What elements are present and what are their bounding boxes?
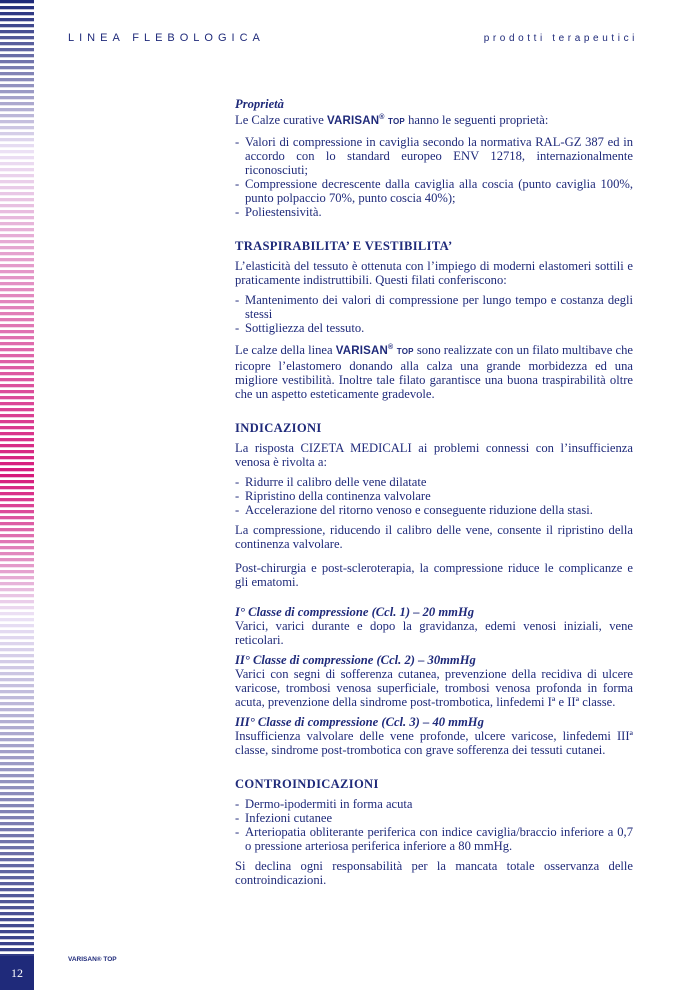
stripe (0, 642, 34, 645)
stripe (0, 942, 34, 945)
disclaimer: Si declina ogni responsabilità per la mancata totale osservanza delle controindicazioni. (235, 858, 633, 887)
stripe (0, 360, 34, 363)
list-item: - Compressione decrescente dalla caviglia alla coscia (punto caviglia 100%, punto polpaccio 70%, punto coscia 40%); (235, 177, 633, 205)
stripe (0, 414, 34, 417)
stripe (0, 504, 34, 507)
stripe (0, 546, 34, 549)
list-item: - Poliestensività. (235, 205, 633, 219)
stripe (0, 570, 34, 573)
stripe (0, 132, 34, 135)
stripe (0, 510, 34, 513)
footer-brand-mark: VARISAN® TOP (68, 956, 117, 963)
stripe (0, 438, 34, 441)
stripe (0, 480, 34, 483)
stripe (0, 138, 34, 141)
stripe (0, 366, 34, 369)
stripe (0, 684, 34, 687)
stripe (0, 108, 34, 111)
stripe (0, 936, 34, 939)
stripe (0, 300, 34, 303)
stripe (0, 174, 34, 177)
stripe (0, 72, 34, 75)
stripe (0, 534, 34, 537)
stripe (0, 402, 34, 405)
page-number: 12 (0, 956, 34, 990)
stripe (0, 36, 34, 39)
stripe (0, 12, 34, 15)
list-item: - Ripristino della continenza valvolare (235, 489, 633, 503)
stripe (0, 726, 34, 729)
stripe (0, 126, 34, 129)
stripe (0, 702, 34, 705)
stripe (0, 252, 34, 255)
stripe (0, 516, 34, 519)
stripe (0, 756, 34, 759)
stripe (0, 198, 34, 201)
stripe (0, 822, 34, 825)
stripe (0, 648, 34, 651)
proprieta-intro: Le Calze curative VARISAN® TOP hanno le seguenti proprietà: (235, 112, 549, 127)
stripe (0, 426, 34, 429)
stripe (0, 324, 34, 327)
header-section-title: LINEA FLEBOLOGICA (68, 32, 265, 44)
stripe (0, 486, 34, 489)
stripe (0, 780, 34, 783)
stripe (0, 18, 34, 21)
stripe (0, 582, 34, 585)
stripe (0, 858, 34, 861)
brand-mark: VARISAN® TOP (335, 343, 414, 357)
stripe (0, 924, 34, 927)
stripe (0, 0, 34, 3)
stripe (0, 492, 34, 495)
list-item: - Dermo-ipodermiti in forma acuta (235, 797, 633, 811)
stripe (0, 696, 34, 699)
stripe (0, 816, 34, 819)
stripe (0, 306, 34, 309)
stripe (0, 894, 34, 897)
stripe (0, 456, 34, 459)
list-item: - Ridurre il calibro delle vene dilatate (235, 475, 633, 489)
stripe (0, 564, 34, 567)
stripe (0, 576, 34, 579)
stripe (0, 720, 34, 723)
stripe (0, 354, 34, 357)
stripe (0, 774, 34, 777)
stripe (0, 876, 34, 879)
decorative-stripes (0, 0, 34, 990)
stripe (0, 468, 34, 471)
stripe (0, 804, 34, 807)
stripe (0, 156, 34, 159)
stripe (0, 336, 34, 339)
stripe (0, 654, 34, 657)
stripe (0, 318, 34, 321)
stripe (0, 882, 34, 885)
stripe (0, 168, 34, 171)
stripe (0, 930, 34, 933)
stripe (0, 420, 34, 423)
stripe (0, 840, 34, 843)
stripe (0, 282, 34, 285)
stripe (0, 762, 34, 765)
stripe (0, 948, 34, 951)
traspirabilita-paragraph: Le calze della linea VARISAN® TOP sono realizzate con un filato multibave che ricopre l’elastomero donando alla calza una grande morbidezza ed una migliore vestibilità. Inoltre tale filato garantisce una buona traspirabilità oltre che un aspetto esteticamente gradevole. (235, 342, 633, 401)
stripe (0, 48, 34, 51)
stripe (0, 912, 34, 915)
main-content (235, 97, 633, 887)
stripe (0, 558, 34, 561)
section-title-proprieta: Proprietà (235, 97, 284, 111)
class-1-title: I° Classe di compressione (Ccl. 1) – 20 mmHg (235, 604, 475, 619)
stripe (0, 474, 34, 477)
stripe (0, 78, 34, 81)
stripe (0, 522, 34, 525)
stripe (0, 96, 34, 99)
controindicazioni-list (235, 797, 633, 853)
stripe (0, 810, 34, 813)
stripe (0, 216, 34, 219)
indicazioni-paragraph-1: La compressione, riducendo il calibro delle vene, consente il ripristino della continenza valvolare. (235, 522, 633, 551)
stripe (0, 222, 34, 225)
stripe (0, 210, 34, 213)
stripe (0, 84, 34, 87)
class-2-text: Varici con segni di sofferenza cutanea, prevenzione della recidiva di ulcere varicose, trombosi venosa superficiale, trombosi venosa profonda in forma acuta, prevenzione della sindrome post-trombotica, linfedemi Iª e IIª classe. (235, 666, 633, 709)
stripe (0, 150, 34, 153)
stripe (0, 540, 34, 543)
stripe (0, 528, 34, 531)
stripe (0, 828, 34, 831)
stripe (0, 42, 34, 45)
stripe (0, 228, 34, 231)
stripe (0, 714, 34, 717)
stripe (0, 888, 34, 891)
list-item: - Arteriopatia obliterante periferica con indice caviglia/braccio inferiore a 0,7 o pressione arteriosa periferica inferiore a 80 mmHg. (235, 825, 633, 853)
stripe (0, 798, 34, 801)
class-3-title: III° Classe di compressione (Ccl. 3) – 40 mmHg (235, 714, 484, 729)
stripe (0, 444, 34, 447)
stripe (0, 846, 34, 849)
stripe (0, 918, 34, 921)
stripe (0, 906, 34, 909)
stripe (0, 612, 34, 615)
stripe (0, 408, 34, 411)
stripe (0, 792, 34, 795)
stripe (0, 864, 34, 867)
traspirabilita-intro: L’elasticità del tessuto è ottenuta con l’impiego di moderni elastomeri sottili e praticamente indistruttibili. Questi filati conferiscono: (235, 258, 633, 287)
stripe (0, 384, 34, 387)
stripe (0, 672, 34, 675)
list-item: - Mantenimento dei valori di compressione per lungo tempo e costanza degli stessi (235, 293, 633, 321)
list-item: - Accelerazione del ritorno venoso e conseguente riduzione della stasi. (235, 503, 633, 517)
stripe (0, 786, 34, 789)
header-category: prodotti terapeutici (483, 33, 638, 44)
stripe (0, 870, 34, 873)
stripe (0, 450, 34, 453)
stripe (0, 114, 34, 117)
stripe (0, 690, 34, 693)
brand-mark: VARISAN® TOP (326, 114, 405, 127)
stripe (0, 624, 34, 627)
stripe (0, 186, 34, 189)
stripe (0, 162, 34, 165)
stripe (0, 54, 34, 57)
stripe (0, 594, 34, 597)
stripe (0, 606, 34, 609)
stripe (0, 234, 34, 237)
section-title-indicazioni: INDICAZIONI (235, 420, 322, 435)
class-3-text: Insufficienza valvolare delle vene profonde, ulcere varicose, linfedemi IIIª classe, sindrome post-trombotica con grave sofferenza dei tessuti cutanei. (235, 728, 633, 757)
stripe (0, 900, 34, 903)
stripe (0, 6, 34, 9)
stripe (0, 120, 34, 123)
stripe (0, 60, 34, 63)
indicazioni-paragraph-2: Post-chirurgia e post-scleroterapia, la compressione riduce le complicanze e gli ematomi. (235, 560, 633, 589)
stripe (0, 666, 34, 669)
indicazioni-intro: La risposta CIZETA MEDICALI ai problemi connessi con l’insufficienza venosa è rivolta a: (235, 440, 633, 469)
stripe (0, 270, 34, 273)
stripe (0, 312, 34, 315)
class-1-text: Varici, varici durante e dopo la gravidanza, edemi venosi iniziali, vene reticolari. (235, 618, 633, 647)
section-title-traspirabilita: TRASPIRABILITA’ E VESTIBILITA’ (235, 238, 453, 253)
stripe (0, 660, 34, 663)
stripe (0, 372, 34, 375)
stripe (0, 288, 34, 291)
stripe (0, 852, 34, 855)
stripe (0, 636, 34, 639)
indicazioni-list (235, 475, 633, 517)
stripe (0, 552, 34, 555)
stripe (0, 30, 34, 33)
section-title-controindicazioni: CONTROINDICAZIONI (235, 776, 379, 791)
stripe (0, 144, 34, 147)
stripe (0, 390, 34, 393)
proprieta-list (235, 135, 633, 219)
list-item: - Valori di compressione in caviglia secondo la normativa RAL-GZ 387 ed in accordo con lo standard europeo ENV 12718, internazionalmente riconosciuti; (235, 135, 633, 177)
list-item: - Sottigliezza del tessuto. (235, 321, 633, 335)
stripe (0, 600, 34, 603)
stripe (0, 678, 34, 681)
stripe (0, 462, 34, 465)
stripe (0, 834, 34, 837)
stripe (0, 258, 34, 261)
stripe (0, 276, 34, 279)
stripe (0, 732, 34, 735)
class-2-title: II° Classe di compressione (Ccl. 2) – 30mmHg (235, 652, 476, 667)
stripe (0, 432, 34, 435)
stripe (0, 744, 34, 747)
stripe (0, 294, 34, 297)
stripe (0, 738, 34, 741)
stripe (0, 264, 34, 267)
stripe (0, 630, 34, 633)
stripe (0, 180, 34, 183)
stripe (0, 348, 34, 351)
stripe (0, 90, 34, 93)
stripe (0, 192, 34, 195)
stripe (0, 246, 34, 249)
stripe (0, 240, 34, 243)
stripe (0, 330, 34, 333)
stripe (0, 588, 34, 591)
stripe (0, 498, 34, 501)
stripe (0, 102, 34, 105)
stripe (0, 66, 34, 69)
traspirabilita-list (235, 293, 633, 335)
stripe (0, 204, 34, 207)
stripe (0, 342, 34, 345)
stripe (0, 708, 34, 711)
stripe (0, 378, 34, 381)
stripe (0, 24, 34, 27)
stripe (0, 768, 34, 771)
stripe (0, 396, 34, 399)
stripe (0, 750, 34, 753)
list-item: - Infezioni cutanee (235, 811, 633, 825)
stripe (0, 618, 34, 621)
